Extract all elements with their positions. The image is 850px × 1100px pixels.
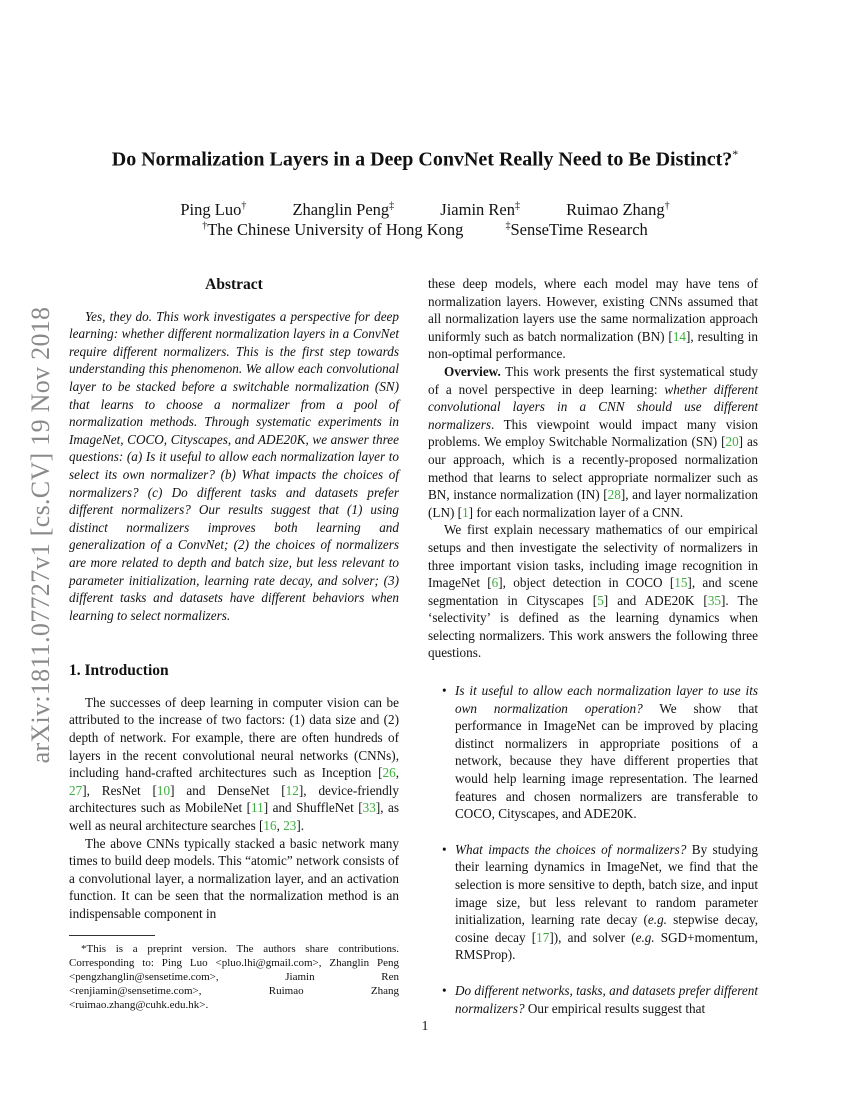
left-column <box>69 276 399 1012</box>
overview-heading: Overview. <box>444 363 501 379</box>
citation-link[interactable]: 17 <box>536 929 550 945</box>
citation-link[interactable]: 33 <box>362 800 376 816</box>
affiliation: †The Chinese University of Hong Kong <box>202 220 464 239</box>
author: Ruimao Zhang† <box>566 200 670 219</box>
intro-paragraph-1: The successes of deep learning in computer vision can be attributed to the increase of two factors: (1) data size and (2) depth of network. For example, there are often hundreds of layers in the recent convolutional neural networks (CNNs), including hand-crafted architectures such as Inception [26, 27], ResNet [10] and DenseNet [12], device-friendly architectures such as MobileNet [11] and ShuffleNet [33], as well as neural architecture searches [16, 23]. <box>69 694 400 834</box>
citation-link[interactable]: 23 <box>283 818 297 834</box>
title-footnote-mark: * <box>732 147 739 161</box>
section-heading-introduction: 1. Introduction <box>69 662 169 680</box>
arxiv-stamp <box>26 290 56 780</box>
citation-link[interactable]: 12 <box>285 782 299 798</box>
right-column <box>428 275 758 1035</box>
citation-link[interactable]: 15 <box>674 575 688 591</box>
page-number: 1 <box>421 1018 429 1033</box>
citation-link[interactable]: 27 <box>69 782 83 798</box>
citation-link[interactable]: 28 <box>607 487 621 503</box>
citation-link[interactable]: 14 <box>672 328 687 344</box>
author-list <box>0 200 850 220</box>
citation-link[interactable]: 16 <box>263 818 277 834</box>
author: Jiamin Ren‡ <box>440 200 520 219</box>
citation-link[interactable]: 5 <box>597 592 604 608</box>
citation-link[interactable]: 10 <box>156 782 171 798</box>
intro-paragraph-2: The above CNNs typically stacked a basic network many times to build deep models. This “atomic” network consists of a convolutional layer, a normalization layer, and an activation function. It can be seen that the normalization method is an indispensable component in <box>69 835 399 921</box>
footnote: *This is a preprint version. The authors share contributions. Corresponding to: Ping Luo <pluo.lhi@gmail.com>, Zhanglin Peng <pengzhanglin@sensetime.com>, Jiamin Ren <renjiamin@sensetime.com>, Ruimao Zhang <ruimao.zhang@cuhk.edu.hk>. <box>69 942 399 1011</box>
arxiv-id[interactable]: arXiv:1811.07727v1 [cs.CV] 19 Nov 2018 <box>26 306 55 764</box>
question-list <box>428 682 758 1017</box>
abstract-text: Yes, they do. This work investigates a perspective for deep learning: whether different normalization layers in a ConvNet require different normalizers. This is the first step towards understanding this phenomenon. We allow each convolutional layer to be stacked before a switchable normalization (SN) that learns to choose a normalizer from a pool of normalization methods. Through systematic experiments in ImageNet, COCO, Cityscapes, and ADE20K, we answer three questions: (a) Is it useful to allow each normalization layer to select its own normalizer? (b) What impacts the choices of normalizers? (c) Do different tasks and datasets prefer different normalizers? Our results suggest that (1) using distinct normalizers improves both learning and generalization of a ConvNet; (2) the choices of normalizers are more related to depth and batch size, but less relevant to parameter initialization, learning rate decay, and solver; (3) different tasks and datasets have different behaviors when learning to select normalizers. <box>69 308 399 623</box>
title-text: Do Normalization Layers in a Deep ConvNet Really Need to Be Distinct? <box>111 148 733 171</box>
footnote-rule <box>69 935 155 936</box>
method-paragraph: We first explain necessary mathematics of our empirical setups and then investigate the selectivity of normalizers in three important vision tasks, including image recognition in ImageNet [6], object detection in COCO [15], and scene segmentation in Cityscapes [5] and ADE20K [35]. The ‘selectivity’ is defined as the learning dynamics when selecting normalizers. This work answers the following three questions. <box>428 522 759 661</box>
citation-link[interactable]: 11 <box>251 800 264 816</box>
author: Ping Luo† <box>180 200 247 219</box>
intro-paragraph-continued: these deep models, where each model may have tens of normalization layers. However, existing CNNs assumed that all normalization layers use the same normalization approach uniformly such as batch normalization (BN) [14], resulting in non-optimal performance. <box>428 276 758 362</box>
affiliation-list <box>0 220 850 240</box>
author: Zhanglin Peng‡ <box>292 200 395 219</box>
list-item: • Is it useful to allow each normalization layer to use its own normalization operation? We show that performance in ImageNet can be improved by placing distinct normalizers in appropriate positions of a network, because they have different properties that would help learning image representation. The learned features and chosen normalizers are transferable to COCO, Cityscapes, and ADE20K. <box>428 682 758 823</box>
citation-link[interactable]: 35 <box>707 592 721 608</box>
affiliation: ‡SenseTime Research <box>505 220 648 239</box>
citation-link[interactable]: 20 <box>725 434 739 450</box>
citation-link[interactable]: 6 <box>491 575 499 591</box>
paper-title <box>0 147 850 172</box>
list-item: • Do different networks, tasks, and datasets prefer different normalizers? Our empirical results suggest that <box>428 982 758 1017</box>
list-item: • What impacts the choices of normalizers? By studying their learning dynamics in ImageNet, we find that the selection is more sensitive to depth, batch size, and input image size, but less relevant to random parameter initialization, learning rate decay (e.g. stepwise decay, cosine decay [17]), and solver (e.g. SGD+momentum, RMSProp). <box>428 841 758 964</box>
overview-paragraph: Overview. This work presents the first systematical study of a novel perspective in deep learning: whether different convolutional layers in a CNN should use different normalizers. This viewpoint would impact many vision problems. We employ Switchable Normalization (SN) [20] as our approach, which is a recently-proposed normalization method that learns to select appropriate normalizer such as BN, instance normalization (IN) [28], and layer normalization (LN) [1] for each normalization layer of a CNN. <box>428 363 759 520</box>
citation-link[interactable]: 26 <box>382 765 396 781</box>
abstract-heading: Abstract <box>205 276 263 293</box>
citation-link[interactable]: 1 <box>462 504 469 520</box>
